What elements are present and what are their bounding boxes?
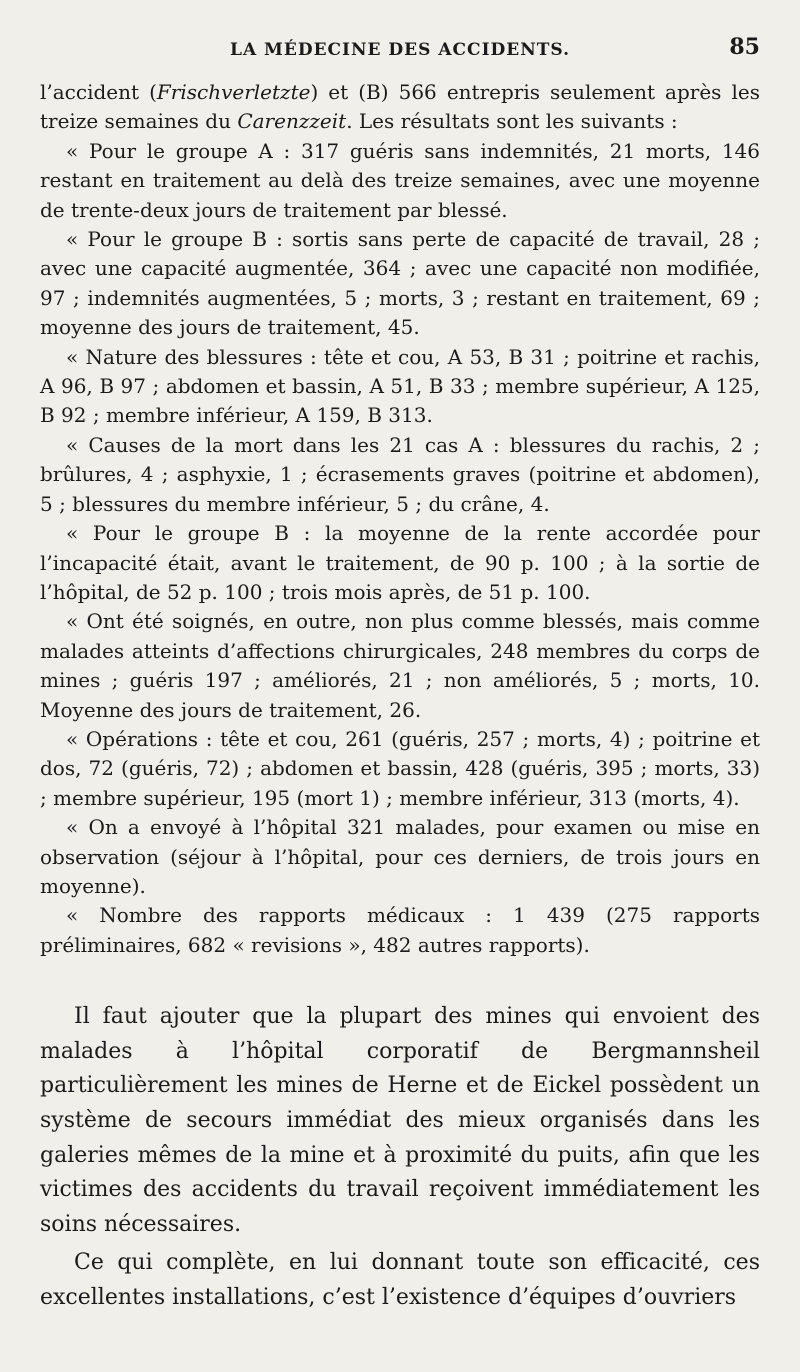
quoted-report xyxy=(40,78,760,960)
term-frischverletzte: Frischverletzte xyxy=(156,80,311,104)
paragraph-equipes: Ce qui complète, en lui donnant toute son efficacité, ces excellentes installations, c’est l’existence d’équipes d’ouvriers xyxy=(40,1250,760,1310)
paragraph-group-b: « Pour le groupe B : sortis sans perte de capacité de travail, 28 ; avec une capacité augmentée, 364 ; avec une capacité non modifiée, 97 ; indemnités augmentées, 5 ; morts, 3 ; restant en traitement, 69 ; moyenne des jours de traitement, 45. xyxy=(40,227,760,340)
running-title: LA MÉDECINE DES ACCIDENTS. xyxy=(229,40,570,60)
paragraph-nature-blessures: « Nature des blessures : tête et cou, A 53, B 31 ; poitrine et rachis, A 96, B 97 ; abdomen et bassin, A 51, B 33 ; membre supérieur, A 125, B 92 ; membre inférieur, A 159, B 313. xyxy=(40,344,760,428)
paragraph-1-before: l’accident ( xyxy=(40,80,157,104)
paragraph-malades: « Ont été soignés, en outre, non plus comme blessés, mais comme malades atteints d’affections chirurgicales, 248 membres du corps de mines ; guéris 197 ; améliorés, 21 ; non améliorés, 5 ; morts, 10. Moyenne des jours de traitement, 26. xyxy=(40,609,760,722)
paragraph-1-after: . Les résultats sont les suivants : xyxy=(346,109,678,134)
term-carenzzeit: Carenzzeit xyxy=(237,109,347,134)
paragraph-examen: « On a envoyé à l’hôpital 321 malades, pour examen ou mise en observation (séjour à l’hôpital, pour ces derniers, de trois jours en moyenne). xyxy=(40,815,760,898)
page-number: 85 xyxy=(729,34,760,60)
paragraph-rapports: « Nombre des rapports médicaux : 1 439 (275 rapports préliminaires, 682 « revisions », 482 autres rapports). xyxy=(40,903,760,957)
paragraph-secours-immediat: Il faut ajouter que la plupart des mines qui envoient des malades à l’hôpital corporatif de Bergmannsheil particulièrement les mines de Herne et de Eickel possèdent un système de secours immédiat des mieux organisés dans les galeries mêmes de la mine et à proximité du puits, afin que les victimes des accidents du travail reçoivent immédiatement les soins nécessaires. xyxy=(40,1004,760,1237)
paragraph-group-a: « Pour le groupe A : 317 guéris sans indemnités, 21 morts, 146 restant en traitement au delà des treize semaines, avec une moyenne de trente-deux jours de traitement par blessé. xyxy=(40,138,760,222)
paragraph-operations: « Opérations : tête et cou, 261 (guéris, 257 ; morts, 4) ; poitrine et dos, 72 (guéris, 72) ; abdomen et bassin, 428 (guéris, 395 ; morts, 33) ; membre supérieur, 195 (mort 1) ; membre inférieur, 313 (morts, 4). xyxy=(40,726,760,810)
page-header xyxy=(40,30,760,70)
paragraph-1 xyxy=(40,78,760,137)
paragraph-1-middle: ) et (B) 566 entrepris seulement après les treize semaines du xyxy=(40,80,760,134)
paragraph-causes-mort: « Causes de la mort dans les 21 cas A : blessures du rachis, 2 ; brûlures, 4 ; asphyxie, 1 ; écrasements graves (poitrine et abdomen), 5 ; blessures du membre inférieur, 5 ; du crâne, 4. xyxy=(40,432,760,516)
paragraph-rente-groupe-b: « Pour le groupe B : la moyenne de la rente accordée pour l’incapacité était, avant le traitement, de 90 p. 100 ; à la sortie de l’hôpital, de 52 p. 100 ; trois mois après, de 51 p. 100. xyxy=(40,521,760,604)
main-text xyxy=(40,1000,760,1315)
